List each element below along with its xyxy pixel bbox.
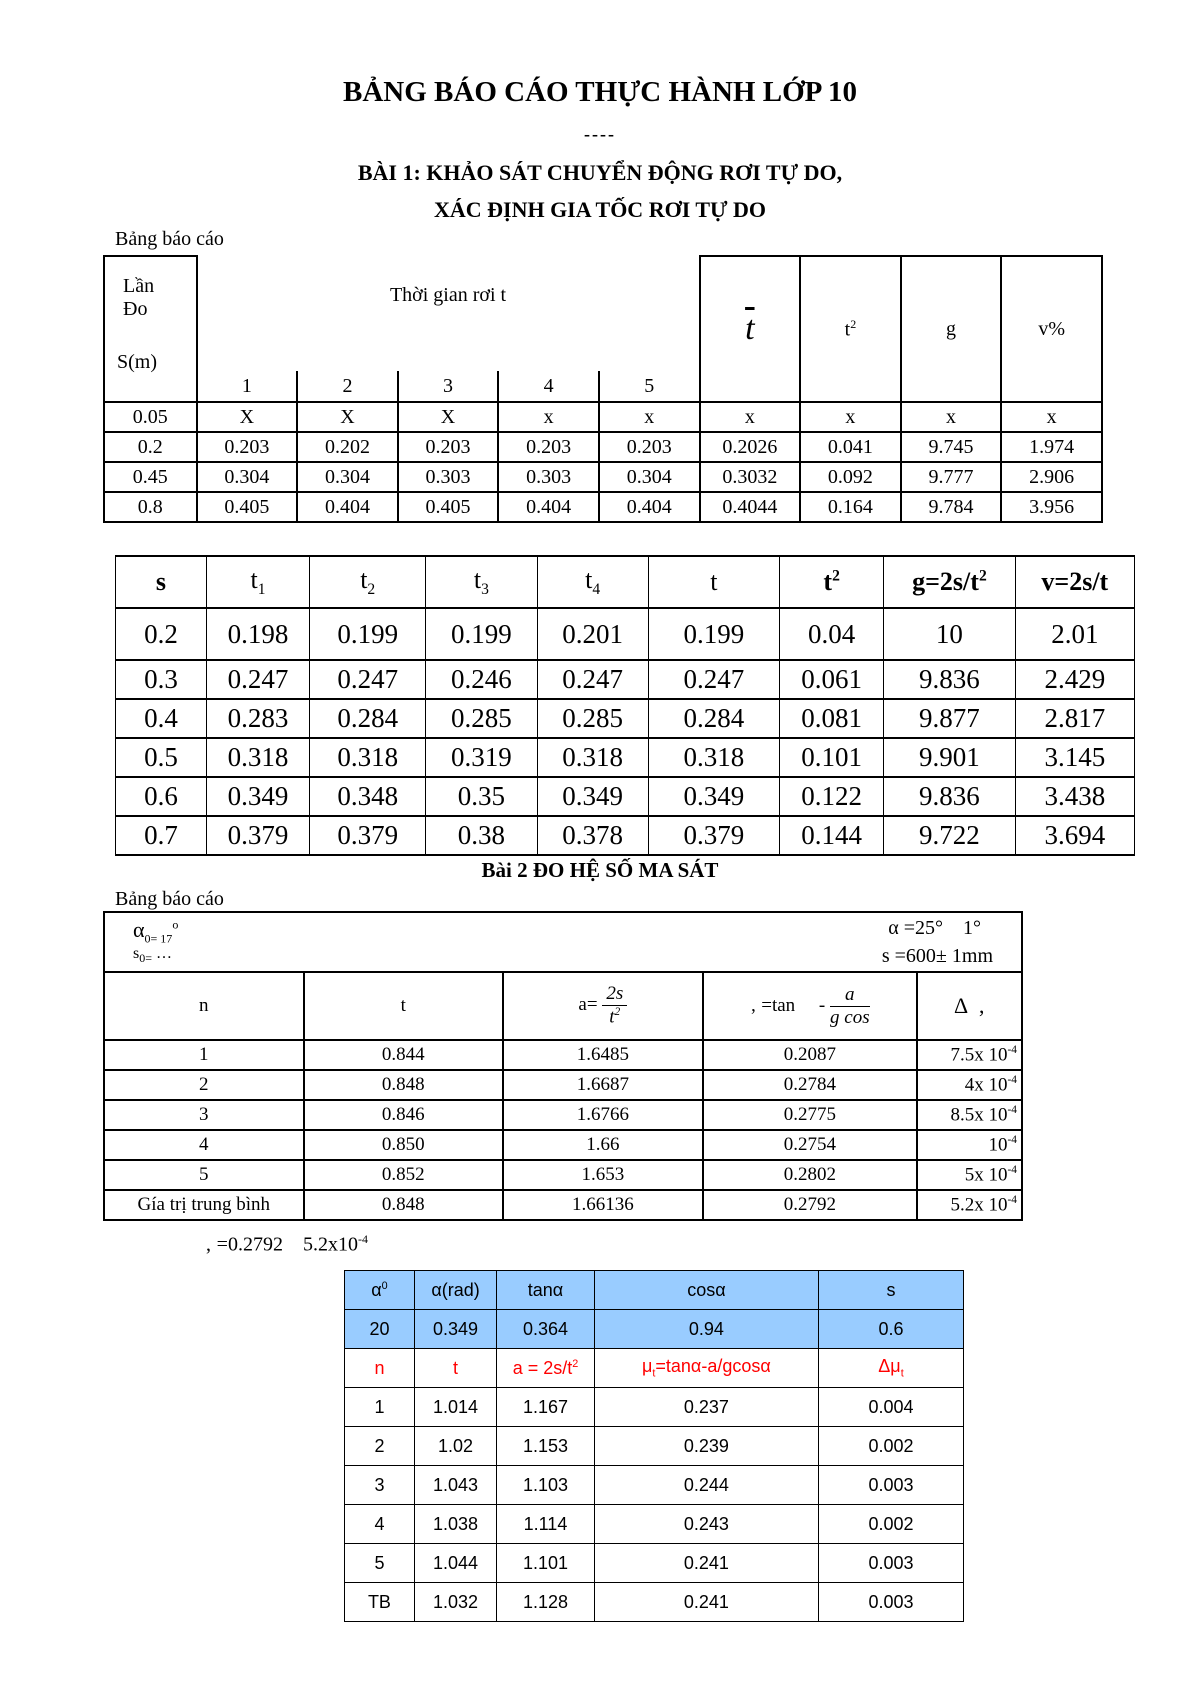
table-cell: 0.303 [398,462,499,492]
table-cell: 0.4044 [700,492,801,522]
t4-h-rad: α(rad) [414,1271,496,1310]
lesson1-title-line1: BÀI 1: KHẢO SÁT CHUYỂN ĐỘNG RƠI TỰ DO, [357,160,843,185]
table-row [104,432,1102,462]
table-cell: 9.836 [884,777,1015,816]
table-cell: 1.6687 [503,1070,703,1100]
table-cell: 1.044 [414,1544,496,1583]
delta-mu-cell: 5x $10^{-4}$ [917,1160,1022,1190]
t4-h-tan: tanα [497,1271,595,1310]
header-g: g [901,256,1002,402]
table-cell: 1.153 [497,1427,595,1466]
table2-header [116,556,1135,608]
table-cell: 0.852 [304,1160,504,1190]
table-cell: 0.285 [537,699,648,738]
alpha0: $\alpha_{0= 17}^o$ [133,917,179,946]
table-cell: 0.199 [648,608,779,660]
delta-mu-cell: 5.2x $10^{-4}$ [917,1190,1022,1220]
table-cell: 0.247 [206,660,309,699]
table-cell: 0.4 [116,699,207,738]
h-s: s [116,556,207,608]
header-tbar: $\overline{t}$ [700,256,801,402]
table-cell: 0.285 [426,699,537,738]
table-cell: 0.199 [426,608,537,660]
table-cell: 0.284 [310,699,426,738]
table-cell: 0.061 [780,660,884,699]
t4-v-s: 0.6 [818,1310,963,1349]
table-cell: 1.103 [497,1466,595,1505]
table-cell: 0.2775 [703,1100,918,1130]
table-cell: x [1001,402,1102,432]
table-cell: 0.7 [116,816,207,855]
table-cell: 0.844 [304,1040,504,1070]
friction-table-2-body [345,1388,964,1622]
header-col-2: 2 [297,371,398,402]
h-t: t [648,556,779,608]
h-v: v=2s/t [1015,556,1134,608]
table-cell: 0.318 [648,738,779,777]
table-cell: 1.043 [414,1466,496,1505]
table-cell: 0.247 [537,660,648,699]
h3-a: a= $\frac{2s}{t^2}$ [503,972,703,1040]
table-row [104,1100,1022,1130]
table-row [345,1505,964,1544]
report-caption-1: Bảng báo cáo [115,228,224,250]
table-row [104,402,1102,432]
table-cell: 0.405 [398,492,499,522]
table-cell: 2.817 [1015,699,1134,738]
header-col-5: 5 [599,371,700,402]
table-cell: 0.45 [104,462,197,492]
table-row [104,492,1102,522]
table-cell: 10 [884,608,1015,660]
table-cell: TB [345,1583,415,1622]
table-cell: 0.203 [398,432,499,462]
t4-r-mu: $\mu_t=\tan\alpha-a$/gcosα [594,1349,818,1388]
table-cell: 1.66136 [503,1190,703,1220]
table-cell: 0.081 [780,699,884,738]
table-row [104,462,1102,492]
table-row [104,1070,1022,1100]
table-cell: 0.241 [594,1583,818,1622]
header-col-4: 4 [498,371,599,402]
table-cell: 1.114 [497,1505,595,1544]
table-cell: 0.404 [498,492,599,522]
table-cell: 0.199 [310,608,426,660]
table-row [116,660,1135,699]
t4-r-a: $a = 2s/t^2$ [497,1349,595,1388]
t4-h-cos: cosα [594,1271,818,1310]
free-fall-table-body [104,402,1102,522]
table-cell: 0.247 [310,660,426,699]
table-cell: 3.956 [1001,492,1102,522]
table-cell: 0.247 [648,660,779,699]
h3-mu: ‚ =tan - $\frac{a}{\text{g cos}}$ [703,972,918,1040]
table-cell: 9.836 [884,660,1015,699]
table-cell: 1.014 [414,1388,496,1427]
friction-table [103,911,1023,1221]
friction-result: ‚ =0.2792 $5.2x10^{-4}$ [205,1232,368,1256]
table-cell: 0.404 [599,492,700,522]
table-cell: 0.379 [310,816,426,855]
table-cell: 0.319 [426,738,537,777]
table-cell: 1.6485 [503,1040,703,1070]
table-cell: 0.2087 [703,1040,918,1070]
table-cell: 0.002 [818,1505,963,1544]
h-t4: $t_4$ [537,556,648,608]
table-cell: 9.745 [901,432,1002,462]
page-title: BẢNG BÁO CÁO THỰC HÀNH LỚP 10 [343,76,857,108]
table-cell: 0.303 [498,462,599,492]
h-tsq: $t^2$ [780,556,884,608]
table-cell: 4 [345,1505,415,1544]
friction-table-body [104,1040,1022,1220]
table-row [345,1466,964,1505]
h-t2: $t_2$ [310,556,426,608]
table-cell: 0.2784 [703,1070,918,1100]
table-row [116,738,1135,777]
delta-mu-cell: 7.5x $10^{-4}$ [917,1040,1022,1070]
h-t3: $t_3$ [426,556,537,608]
free-fall-table-2 [115,555,1135,856]
table-cell: 0.2754 [703,1130,918,1160]
table-cell: 0.5 [116,738,207,777]
table-cell: 3.694 [1015,816,1134,855]
t4-values-row [345,1310,964,1349]
table-row [104,1040,1022,1070]
table-cell: 2.01 [1015,608,1134,660]
table-cell: 0.122 [780,777,884,816]
table-cell: 0.244 [594,1466,818,1505]
table-cell: 0.348 [310,777,426,816]
table-cell: 0.05 [104,402,197,432]
table-cell: 0.2 [104,432,197,462]
table-row [116,699,1135,738]
t4-r-dmu: $\Delta\mu_t$ [818,1349,963,1388]
table-cell: 0.237 [594,1388,818,1427]
table-cell: 0.04 [780,608,884,660]
table-cell: x [498,402,599,432]
table-cell: 2 [104,1070,304,1100]
table-cell: 1 [104,1040,304,1070]
table-cell: 0.241 [594,1544,818,1583]
table-cell: 0.003 [818,1544,963,1583]
header-v: v% [1001,256,1102,402]
table-cell: 0.164 [800,492,901,522]
t4-r-t: t [414,1349,496,1388]
table-row [345,1583,964,1622]
table-row [116,777,1135,816]
table-row [116,816,1135,855]
table-cell: x [800,402,901,432]
table-cell: 1.974 [1001,432,1102,462]
t4-red-row [345,1349,964,1388]
h3-t: t [304,972,504,1040]
table-cell: 1 [345,1388,415,1427]
table-cell: 0.8 [104,492,197,522]
table-cell: 0.284 [648,699,779,738]
table-cell: 0.318 [310,738,426,777]
header-col-3: 3 [398,371,499,402]
table-cell: 9.777 [901,462,1002,492]
t4-v-tan: 0.364 [497,1310,595,1349]
table-cell: 0.003 [818,1583,963,1622]
table-cell: 1.038 [414,1505,496,1544]
table-cell: 0.378 [537,816,648,855]
header-col-1: 1 [197,371,298,402]
table-cell: 3 [345,1466,415,1505]
lesson2-title: Bài 2 ĐO HỆ SỐ MA SÁT [481,858,719,882]
table-cell: 0.239 [594,1427,818,1466]
table2-body [116,608,1135,855]
table-cell: 0.203 [197,432,298,462]
h-t1: $t_1$ [206,556,309,608]
table-cell: 0.203 [599,432,700,462]
table-cell: x [901,402,1002,432]
table-cell: Gía trị trung bình [104,1190,304,1220]
table-cell: 4 [104,1130,304,1160]
header-sm: S(m) [117,351,157,373]
table-cell: 2 [345,1427,415,1466]
table-cell: 0.318 [537,738,648,777]
table-cell: x [700,402,801,432]
delta-mu-cell: $10^{-4}$ [917,1130,1022,1160]
table-cell: 0.243 [594,1505,818,1544]
table-cell: 0.003 [818,1466,963,1505]
lesson1-title-line2: XÁC ĐỊNH GIA TỐC RƠI TỰ DO [433,197,767,222]
table-cell: 3 [104,1100,304,1130]
table-cell: 2.429 [1015,660,1134,699]
table-cell: 0.405 [197,492,298,522]
table-cell: 1.167 [497,1388,595,1427]
table-cell: 0.101 [780,738,884,777]
table-cell: 0.144 [780,816,884,855]
table-cell: 0.404 [297,492,398,522]
table-cell: 0.6 [116,777,207,816]
table-cell: 1.66 [503,1130,703,1160]
title-dashes: ---- [584,124,616,144]
table-row [345,1544,964,1583]
table-cell: 0.379 [648,816,779,855]
t4-h-s: s [818,1271,963,1310]
header-t2: $t^2$ [800,256,901,402]
table-cell: 0.850 [304,1130,504,1160]
s0: $s_{0=}$ … [133,945,173,966]
table-cell: 0.379 [206,816,309,855]
table-cell: 0.848 [304,1070,504,1100]
table-cell: 0.246 [426,660,537,699]
t4-v-rad: 0.349 [414,1310,496,1349]
table-row [104,1160,1022,1190]
header-do: Đo [123,298,148,320]
table-cell: 0.004 [818,1388,963,1427]
table-cell: 0.349 [648,777,779,816]
table-cell: 9.722 [884,816,1015,855]
h3-n: n [104,972,304,1040]
table-cell: 1.653 [503,1160,703,1190]
table-cell: 9.901 [884,738,1015,777]
table-cell: 0.304 [297,462,398,492]
table-cell: 0.304 [599,462,700,492]
table-cell: 9.784 [901,492,1002,522]
table-cell: 0.2802 [703,1160,918,1190]
table-cell: 0.283 [206,699,309,738]
t4-h-alpha: $\alpha^0$ [345,1271,415,1310]
alpha-value: α =25° 1° [888,917,981,939]
table-cell: 0.349 [537,777,648,816]
h-g: $g=2s/t^2$ [884,556,1015,608]
table-cell: 0.38 [426,816,537,855]
table-cell: 1.101 [497,1544,595,1583]
table-cell: 3.438 [1015,777,1134,816]
table-row [104,1130,1022,1160]
table-cell: 1.02 [414,1427,496,1466]
table-cell: 0.3 [116,660,207,699]
table-cell: 5 [345,1544,415,1583]
table-cell: 5 [104,1160,304,1190]
table-cell: 0.848 [304,1190,504,1220]
table-cell: 0.846 [304,1100,504,1130]
report-caption-2: Bảng báo cáo [115,888,224,910]
table-cell: 0.203 [498,432,599,462]
table-row [345,1427,964,1466]
t4-head-row [345,1271,964,1310]
table-cell: 0.002 [818,1427,963,1466]
t4-r-n: n [345,1349,415,1388]
table-cell: 0.2792 [703,1190,918,1220]
table-cell: 2.906 [1001,462,1102,492]
table-cell: 0.349 [206,777,309,816]
table-cell: 0.198 [206,608,309,660]
delta-mu-cell: 4x $10^{-4}$ [917,1070,1022,1100]
table-cell: X [197,402,298,432]
table-cell: X [297,402,398,432]
table-cell: 3.145 [1015,738,1134,777]
table-cell: 1.128 [497,1583,595,1622]
table-cell: 0.2 [116,608,207,660]
header-lan: Lần [123,275,155,297]
table-cell: 9.877 [884,699,1015,738]
h3-delta: Δ ‚ [917,972,1022,1040]
table-cell: 0.041 [800,432,901,462]
table-cell: 0.3032 [700,462,801,492]
table-cell: 0.35 [426,777,537,816]
table-row [116,608,1135,660]
table-cell: 1.6766 [503,1100,703,1130]
t4-v-cos: 0.94 [594,1310,818,1349]
header-lan-do [104,256,197,402]
table-cell: 0.202 [297,432,398,462]
table-cell: 0.092 [800,462,901,492]
table-cell: 0.304 [197,462,298,492]
table-cell: 1.032 [414,1583,496,1622]
t4-v-alpha: 20 [345,1310,415,1349]
header-time: Thời gian rơi t [197,256,700,371]
table-row [345,1388,964,1427]
table-cell: 0.201 [537,608,648,660]
table-cell: X [398,402,499,432]
friction-table-2 [344,1270,964,1622]
free-fall-table [103,255,1103,523]
delta-mu-cell: 8.5x $10^{-4}$ [917,1100,1022,1130]
table-cell: x [599,402,700,432]
table-cell: 0.318 [206,738,309,777]
table-row [104,1190,1022,1220]
table-cell: 0.2026 [700,432,801,462]
friction-params [104,912,1022,972]
s-value: s =600± 1mm [881,945,993,967]
